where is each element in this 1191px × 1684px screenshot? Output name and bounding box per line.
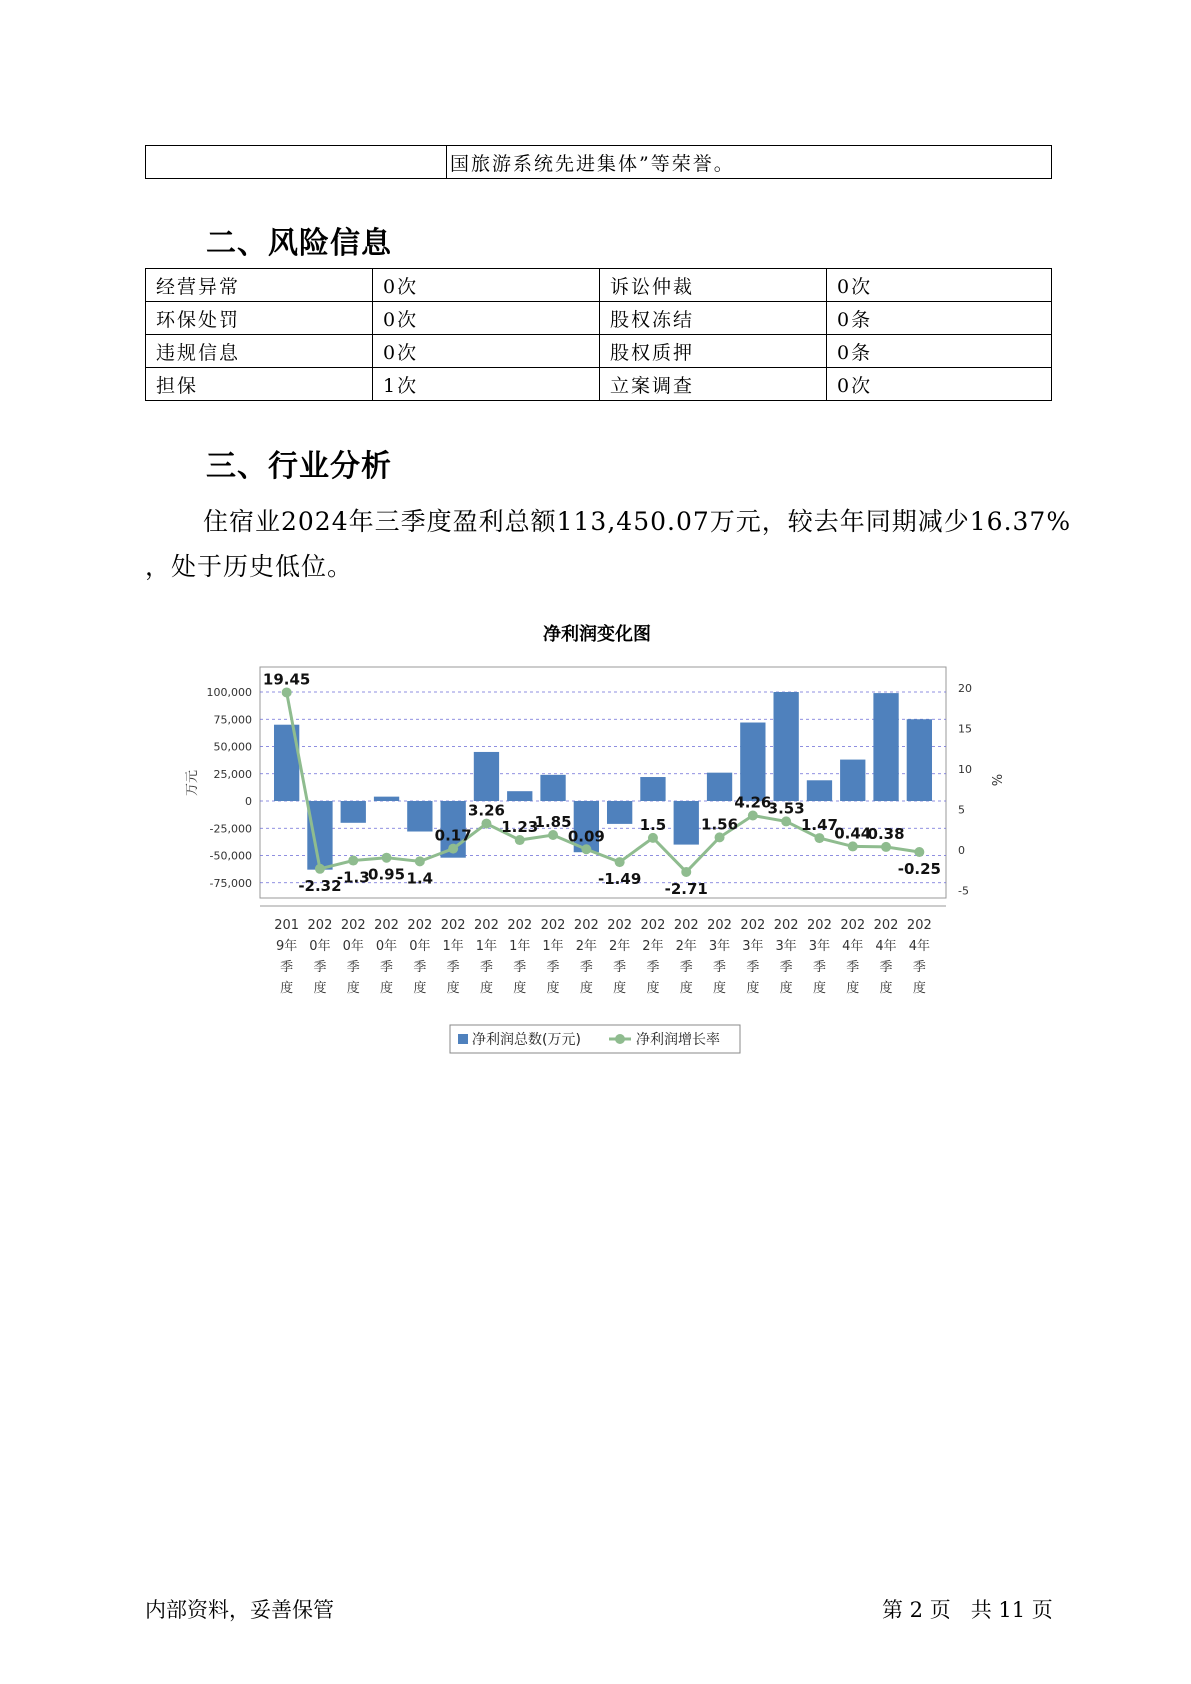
x-axis-tick: 度 — [746, 981, 760, 996]
x-axis-tick: 4年 — [875, 939, 897, 954]
x-axis-tick: 度 — [546, 981, 560, 996]
growth-data-label: 0.17 — [434, 826, 472, 845]
bar — [873, 693, 898, 801]
growth-data-label: 1.47 — [800, 816, 838, 835]
left-axis-tick: 75,000 — [213, 713, 252, 727]
x-axis-tick: 度 — [779, 981, 793, 996]
risk-cell: 环保处罚 — [146, 302, 373, 335]
growth-data-label: 1.4 — [406, 869, 434, 888]
analysis-line-2: ，处于历史低位。 — [145, 552, 354, 581]
bar — [607, 801, 632, 824]
growth-data-label: -2.32 — [298, 876, 342, 895]
growth-point — [282, 687, 292, 697]
legend-bar-label: 净利润总数(万元) — [472, 1032, 581, 1048]
bar — [907, 719, 932, 801]
risk-cell: 1次 — [373, 368, 600, 401]
growth-data-label: 4.26 — [734, 793, 772, 812]
growth-point — [848, 841, 858, 851]
footer-right: 第 2 页 共 11 页 — [882, 1598, 1053, 1622]
x-axis-tick: 2年 — [575, 939, 597, 954]
x-axis-tick: 度 — [280, 981, 294, 996]
x-axis-tick: 度 — [713, 981, 727, 996]
bar — [640, 777, 665, 801]
risk-cell: 经营异常 — [146, 269, 373, 302]
x-axis-tick: 度 — [879, 981, 893, 996]
x-axis-tick: 202 — [407, 918, 433, 933]
growth-point — [448, 844, 458, 854]
x-axis-tick: 季 — [479, 960, 493, 975]
x-axis-tick: 季 — [413, 960, 427, 975]
left-axis-title: 万元 — [185, 769, 200, 797]
left-axis-tick: -50,000 — [209, 849, 252, 863]
x-axis-tick: 季 — [679, 960, 693, 975]
x-axis-tick: 季 — [613, 960, 627, 975]
x-axis-tick: 202 — [873, 918, 899, 933]
risk-cell: 股权冻结 — [600, 302, 827, 335]
x-axis-tick: 202 — [740, 918, 766, 933]
x-axis-tick: 度 — [446, 981, 460, 996]
left-axis-tick: 50,000 — [213, 740, 252, 754]
x-axis-tick: 4年 — [842, 939, 864, 954]
x-axis-tick: 1年 — [509, 939, 531, 954]
x-axis-tick: 季 — [713, 960, 727, 975]
x-axis-tick: 度 — [513, 981, 527, 996]
x-axis-tick: 9年 — [276, 939, 298, 954]
x-axis-tick: 0年 — [409, 939, 431, 954]
x-axis-tick: 度 — [413, 981, 427, 996]
x-axis-tick: 2年 — [642, 939, 664, 954]
x-axis-tick: 度 — [479, 981, 493, 996]
x-axis-tick: 202 — [906, 918, 932, 933]
growth-data-label: 0.38 — [867, 824, 905, 843]
x-axis-tick: 2年 — [609, 939, 631, 954]
legend-bar-swatch — [458, 1034, 468, 1044]
growth-point — [315, 864, 325, 874]
risk-cell: 0条 — [827, 302, 1052, 335]
x-axis-tick: 季 — [812, 960, 826, 975]
risk-cell: 0次 — [373, 269, 600, 302]
x-axis-tick: 202 — [507, 918, 533, 933]
risk-cell: 0次 — [373, 302, 600, 335]
growth-data-label: 1.5 — [639, 815, 667, 834]
right-axis-tick: -5 — [958, 884, 969, 898]
x-axis-tick: 3年 — [775, 939, 797, 954]
bar — [773, 692, 798, 801]
bar — [307, 801, 332, 870]
x-axis-tick: 202 — [840, 918, 866, 933]
x-axis-tick: 季 — [879, 960, 893, 975]
growth-point — [581, 844, 591, 854]
right-axis-tick: 20 — [958, 682, 972, 695]
growth-point — [681, 867, 691, 877]
x-axis-tick: 季 — [546, 960, 560, 975]
x-axis-tick: 度 — [579, 981, 593, 996]
x-axis-tick: 202 — [440, 918, 466, 933]
x-axis-tick: 季 — [846, 960, 860, 975]
x-axis-tick: 202 — [773, 918, 799, 933]
growth-data-label: 1.23 — [501, 818, 539, 837]
growth-data-label: 19.45 — [262, 670, 311, 689]
x-axis-tick: 1年 — [542, 939, 564, 954]
x-axis-tick: 201 — [274, 918, 300, 933]
x-axis-tick: 202 — [374, 918, 399, 933]
growth-point — [814, 833, 824, 843]
x-axis-tick: 202 — [474, 918, 499, 933]
growth-point — [382, 853, 392, 863]
growth-point — [615, 857, 625, 867]
x-axis-tick: 度 — [613, 981, 627, 996]
growth-data-label: 0.44 — [834, 824, 872, 843]
top-table-right-cell: 国旅游系统先进集体”等荣誉。 — [447, 146, 1052, 179]
x-axis-tick: 202 — [707, 918, 732, 933]
bar — [707, 773, 732, 801]
chart-title: 净利润变化图 — [543, 624, 651, 645]
bar — [807, 780, 832, 801]
growth-point — [881, 842, 891, 852]
growth-point — [715, 832, 725, 842]
x-axis-tick: 202 — [673, 918, 699, 933]
growth-data-label: -1.3 — [336, 868, 370, 887]
analysis-line-1: 住宿业2024年三季度盈利总额113,450.07万元，较去年同期减少16.37% — [203, 507, 1072, 536]
x-axis-tick: 季 — [646, 960, 660, 975]
x-axis-tick: 季 — [346, 960, 360, 975]
bar — [740, 723, 765, 801]
x-axis-tick: 度 — [912, 981, 926, 996]
growth-point — [481, 819, 491, 829]
x-axis-tick: 202 — [640, 918, 666, 933]
risk-cell: 诉讼仲裁 — [600, 269, 827, 302]
x-axis-tick: 202 — [340, 918, 366, 933]
x-axis-tick: 202 — [307, 918, 333, 933]
growth-point — [914, 847, 924, 857]
left-axis-tick: 100,000 — [206, 686, 252, 699]
right-axis-tick: 15 — [958, 722, 972, 736]
growth-data-label: 0.09 — [567, 827, 605, 846]
risk-cell: 担保 — [146, 368, 373, 401]
bar — [474, 752, 499, 801]
x-axis-tick: 度 — [313, 981, 327, 996]
right-axis-tick: 0 — [958, 844, 965, 857]
growth-point — [348, 856, 358, 866]
growth-data-label: -1.49 — [598, 870, 642, 889]
x-axis-tick: 1年 — [442, 939, 464, 954]
footer-left: 内部资料，妥善保管 — [145, 1598, 334, 1622]
bar — [674, 801, 699, 845]
x-axis-tick: 202 — [540, 918, 566, 933]
growth-data-label: 3.26 — [467, 801, 505, 820]
x-axis-tick: 度 — [346, 981, 360, 996]
bar — [507, 791, 532, 801]
x-axis-tick: 度 — [846, 981, 860, 996]
growth-data-label: 1.85 — [534, 813, 572, 832]
x-axis-tick: 季 — [579, 960, 593, 975]
right-axis-tick: 5 — [958, 803, 965, 817]
legend-line-marker — [615, 1034, 625, 1044]
section-2-title: 二、风险信息 — [206, 226, 392, 261]
left-axis-tick: 25,000 — [213, 767, 252, 781]
x-axis-tick: 度 — [380, 981, 394, 996]
bar — [341, 801, 366, 823]
growth-point — [415, 856, 425, 866]
growth-data-label: -0.25 — [897, 860, 941, 879]
x-axis-tick: 度 — [812, 981, 826, 996]
growth-point — [748, 810, 758, 820]
growth-data-label: 3.53 — [767, 799, 805, 818]
bar — [840, 760, 865, 801]
left-axis-tick: -25,000 — [209, 822, 252, 836]
x-axis-tick: 0年 — [375, 939, 398, 954]
x-axis-tick: 季 — [446, 960, 460, 975]
right-axis-tick: 10 — [958, 763, 972, 776]
x-axis-tick: 3年 — [742, 939, 764, 954]
left-axis-tick: 0 — [245, 795, 252, 808]
x-axis-tick: 季 — [912, 960, 926, 975]
x-axis-tick: 202 — [807, 918, 832, 933]
x-axis-tick: 202 — [573, 918, 599, 933]
bar — [374, 797, 399, 801]
growth-data-label: 0.95 — [368, 865, 406, 884]
growth-point — [648, 833, 658, 843]
left-axis-tick: -75,000 — [209, 876, 252, 890]
risk-cell: 股权质押 — [600, 335, 827, 368]
risk-cell: 0次 — [827, 269, 1052, 302]
risk-cell: 0次 — [827, 368, 1052, 401]
x-axis-tick: 季 — [380, 960, 394, 975]
x-axis-tick: 3年 — [708, 939, 731, 954]
x-axis-tick: 季 — [746, 960, 760, 975]
growth-point — [781, 816, 791, 826]
growth-point — [548, 830, 558, 840]
bar — [407, 801, 432, 832]
x-axis-tick: 季 — [313, 960, 327, 975]
x-axis-tick: 季 — [513, 960, 527, 975]
x-axis-tick: 季 — [280, 960, 294, 975]
x-axis-tick: 度 — [646, 981, 660, 996]
x-axis-tick: 2年 — [675, 939, 697, 954]
growth-point — [515, 835, 525, 845]
x-axis-tick: 0年 — [309, 939, 331, 954]
risk-cell: 0次 — [373, 335, 600, 368]
x-axis-tick: 度 — [679, 981, 693, 996]
legend-line-label: 净利润增长率 — [636, 1032, 720, 1048]
section-3-title: 三、行业分析 — [206, 449, 392, 484]
bar — [540, 775, 565, 801]
risk-cell: 违规信息 — [146, 335, 373, 368]
x-axis-tick: 202 — [607, 918, 633, 933]
x-axis-tick: 季 — [779, 960, 793, 975]
right-axis-title: % — [988, 773, 1003, 787]
x-axis-tick: 4年 — [908, 939, 930, 954]
growth-data-label: 1.56 — [701, 815, 739, 834]
x-axis-tick: 3年 — [808, 939, 831, 954]
growth-data-label: -2.71 — [664, 879, 708, 898]
x-axis-tick: 0年 — [342, 939, 364, 954]
risk-cell: 立案调查 — [600, 368, 827, 401]
x-axis-tick: 1年 — [475, 939, 498, 954]
risk-cell: 0条 — [827, 335, 1052, 368]
